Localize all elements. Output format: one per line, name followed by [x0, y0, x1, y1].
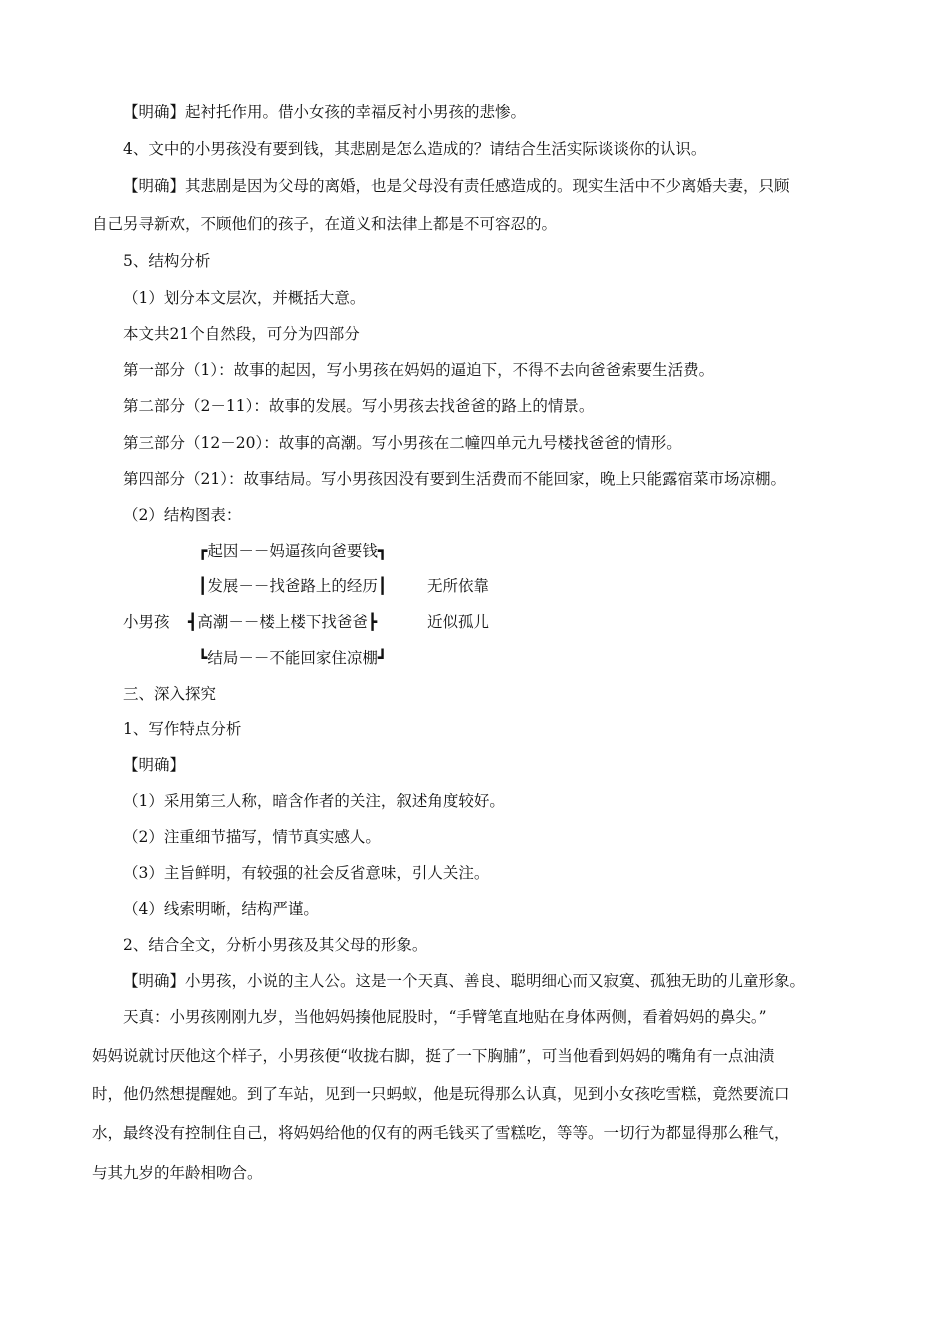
paragraph-line: 本文共21个自然段，可分为四部分 — [123, 325, 360, 343]
feature-item: （3）主旨鲜明，有较强的社会反省意味，引人关注。 — [123, 864, 490, 882]
section-heading: 5、结构分析 — [123, 252, 211, 270]
section-heading: 三、深入探究 — [123, 685, 217, 703]
answer-line: 【明确】起衬托作用。借小女孩的幸福反衬小男孩的悲惨。 — [123, 103, 527, 121]
diagram-row-cause: ┏起因－－妈逼孩向爸要钱┓ — [198, 542, 388, 560]
diagram-row-climax: ┫高潮－－楼上楼下找爸爸┣ — [188, 613, 378, 631]
feature-item: （2）注重细节描写，情节真实感人。 — [123, 828, 381, 846]
sub-item: （2）结构图表： — [123, 506, 242, 524]
feature-item: （4）线索明晰，结构严谨。 — [123, 900, 319, 918]
sub-item: （1）划分本文层次，并概括大意。 — [123, 289, 366, 307]
diagram-subject: 小男孩 — [123, 613, 170, 631]
diagram-row-development: ┃发展－－找爸路上的经历┃ — [198, 577, 388, 595]
answer-line: 【明确】其悲剧是因为父母的离婚，也是父母没有责任感造成的。现实生活中不少离婚夫妻，只顾 — [123, 177, 790, 195]
paragraph-line: 与其九岁的年龄相吻合。 — [92, 1164, 263, 1182]
question-4: 4、文中的小男孩没有要到钱，其悲剧是怎么造成的？请结合生活实际谈谈你的认识。 — [123, 140, 707, 158]
part-one: 第一部分（1）：故事的起因，写小男孩在妈妈的逼迫下，不得不去向爸爸索要生活费。 — [123, 361, 715, 379]
part-four: 第四部分（21）：故事结局。写小男孩因没有要到生活费而不能回家，晚上只能露宿菜市场凉棚。 — [123, 470, 786, 488]
paragraph-line: 时，他仍然想提醒她。到了车站，见到一只蚂蚁，他是玩得那么认真，见到小女孩吃雪糕，竟然要流口 — [92, 1085, 790, 1103]
answer-label: 【明确】 — [123, 756, 186, 774]
answer-line-continued: 自己另寻新欢，不顾他们的孩子，在道义和法律上都是不可容忍的。 — [92, 215, 558, 233]
sub-heading: 1、写作特点分析 — [123, 720, 242, 738]
paragraph-line: 妈妈说就讨厌他这个样子，小男孩便“收拢右脚，挺了一下胸脯”，可当他看到妈妈的嘴角有一点油渍 — [92, 1047, 775, 1065]
diagram-note-helpless: 无所依靠 — [427, 577, 490, 595]
feature-item: （1）采用第三人称，暗含作者的关注，叙述角度较好。 — [123, 792, 505, 810]
paragraph-line: 水，最终没有控制住自己，将妈妈给他的仅有的两毛钱买了雪糕吃，等等。一切行为都显得那么稚气， — [92, 1124, 790, 1142]
paragraph-line: 天真：小男孩刚刚九岁，当他妈妈揍他屁股时，“手臂笔直地贴在身体两侧，看着妈妈的鼻尖。” — [123, 1008, 767, 1026]
diagram-row-ending: ┗结局－－不能回家住凉棚┛ — [198, 649, 388, 667]
question-2: 2、结合全文，分析小男孩及其父母的形象。 — [123, 936, 428, 954]
answer-line: 【明确】小男孩，小说的主人公。这是一个天真、善良、聪明细心而又寂寞、孤独无助的儿童形象。 — [123, 972, 806, 990]
part-two: 第二部分（2－11）：故事的发展。写小男孩去找爸爸的路上的情景。 — [123, 397, 595, 415]
part-three: 第三部分（12－20）：故事的高潮。写小男孩在二幢四单元九号楼找爸爸的情形。 — [123, 434, 682, 452]
diagram-note-orphan: 近似孤儿 — [427, 613, 490, 631]
